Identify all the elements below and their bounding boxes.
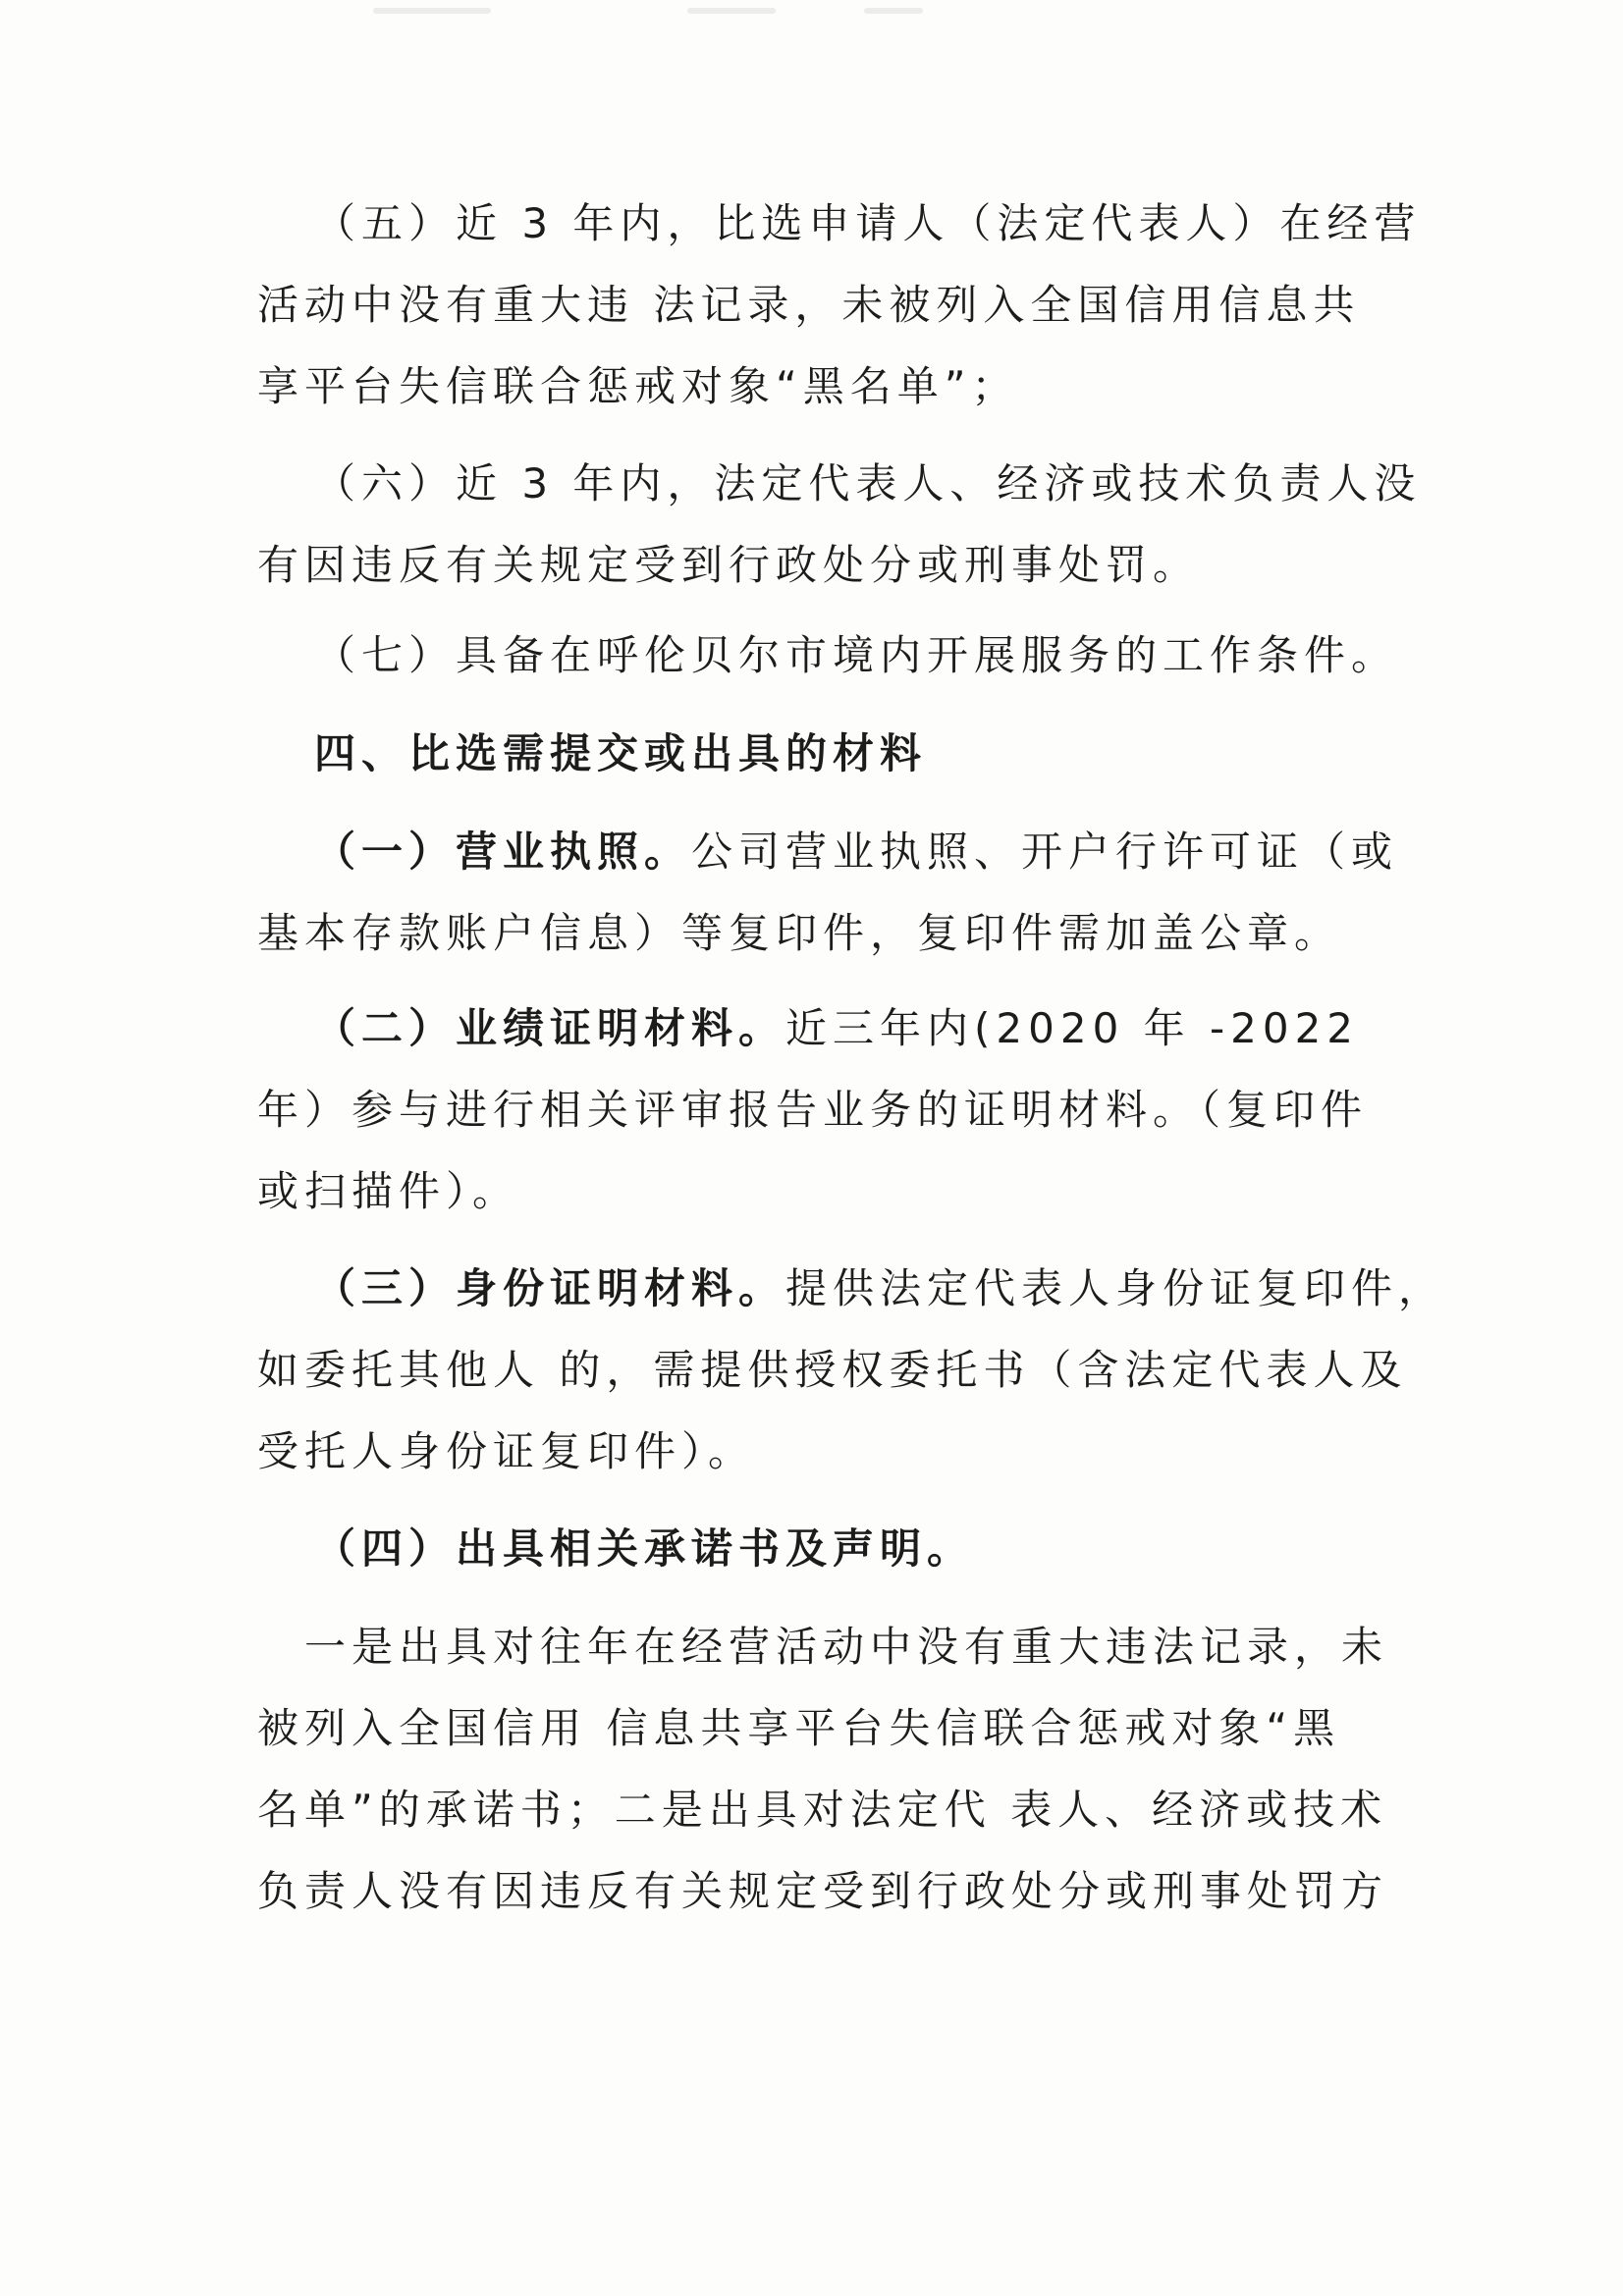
item-2-text: 近三年内(2020 年 -2022 <box>785 1004 1360 1052</box>
item-1-line-1 <box>314 825 1398 880</box>
scan-artifact <box>687 8 776 14</box>
item-3-lead: （三）身份证明材料。 <box>314 1264 786 1312</box>
item-1-line-2: 基本存款账户信息）等复印件，复印件需加盖公章。 <box>257 909 1342 957</box>
item-2-line-2: 年）参与进行相关评审报告业务的证明材料。（复印件 <box>257 1086 1369 1134</box>
item-3-line-3: 受托人身份证复印件）。 <box>257 1427 756 1475</box>
paragraph-5-line-1: （五）近 3 年内，比选申请人（法定代表人）在经营 <box>314 199 1422 247</box>
paragraph-7-line-1: （七）具备在呼伦贝尔市境内开展服务的工作条件。 <box>314 631 1399 679</box>
paragraph-5-line-3: 享平台失信联合惩戒对象“黑名单”； <box>257 362 1019 410</box>
item-3-line-1 <box>314 1261 1445 1316</box>
item-4-heading: （四）出具相关承诺书及声明。 <box>314 1524 975 1573</box>
paragraph-6-line-1: （六）近 3 年内，法定代表人、经济或技术负责人没 <box>314 459 1422 507</box>
commitment-line-1: 一是出具对往年在经营活动中没有重大违法记录，未 <box>304 1623 1389 1671</box>
item-2-line-1 <box>314 1001 1359 1056</box>
commitment-line-4: 负责人没有因违反有关规定受到行政处分或刑事处罚方 <box>257 1867 1389 1915</box>
commitment-line-3: 名单”的承诺书；二是出具对法定代 表人、经济或技术 <box>257 1786 1388 1834</box>
item-3-text: 提供法定代表人身份证复印件， <box>785 1264 1446 1312</box>
scan-artifact <box>373 8 491 14</box>
section-heading: 四、比选需提交或出具的材料 <box>314 729 928 777</box>
item-3-line-2: 如委托其他人 的，需提供授权委托书（含法定代表人及 <box>257 1346 1408 1394</box>
item-1-text: 公司营业执照、开户行许可证（或 <box>691 828 1399 876</box>
item-2-lead: （二）业绩证明材料。 <box>314 1004 786 1052</box>
item-1-lead: （一）营业执照。 <box>314 828 692 876</box>
scan-artifact <box>864 8 923 14</box>
paragraph-5-line-2: 活动中没有重大违 法记录，未被列入全国信用信息共 <box>257 281 1361 329</box>
commitment-line-2: 被列入全国信用 信息共享平台失信联合惩戒对象“黑 <box>257 1704 1341 1752</box>
item-2-line-3: 或扫描件）。 <box>257 1167 520 1215</box>
paragraph-6-line-2: 有因违反有关规定受到行政处分或刑事处罚。 <box>257 541 1201 589</box>
